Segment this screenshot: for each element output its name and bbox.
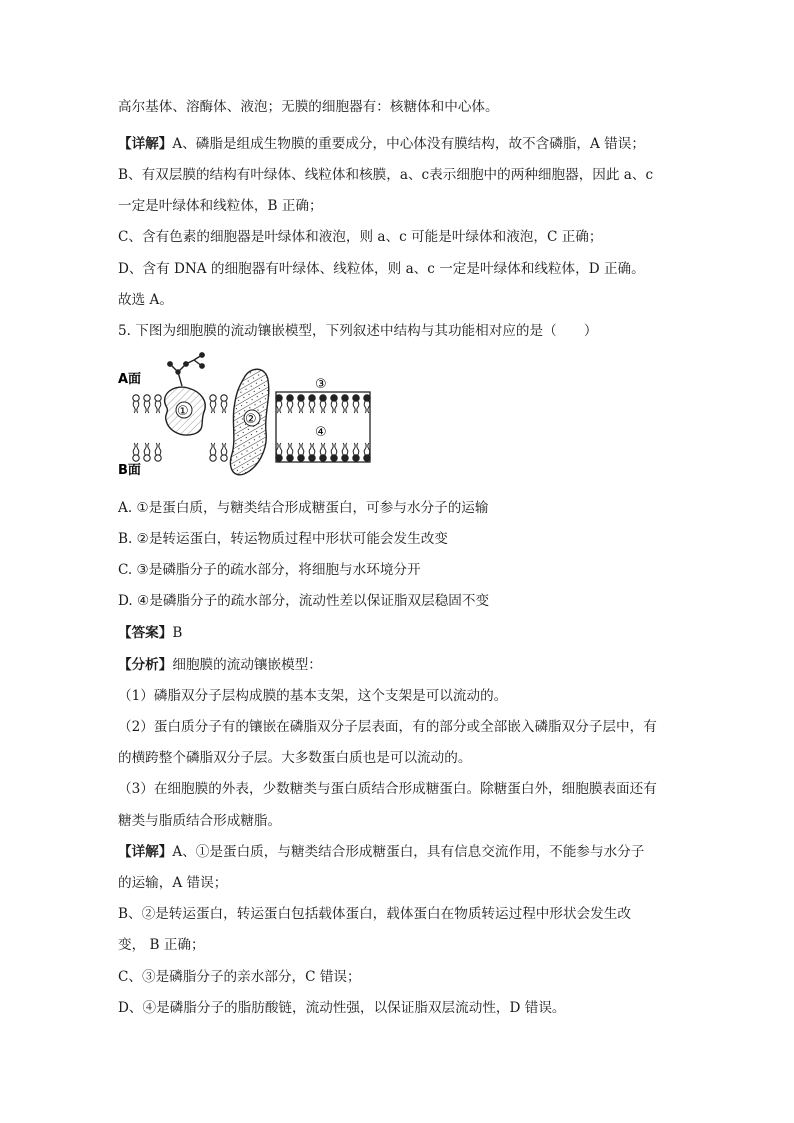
- phospholipid-tail: [214, 443, 216, 455]
- text-line: B、②是转运蛋白，转运蛋白包括载体蛋白，载体蛋白在物质转运过程中形状会发生改: [118, 906, 631, 922]
- phospholipid-tail: [225, 401, 227, 413]
- phospholipid-tail: [313, 443, 315, 455]
- text-line: 故选 A。: [118, 292, 173, 308]
- phospholipid-tail: [364, 443, 366, 455]
- phospholipid-head: [364, 455, 370, 461]
- phospholipid-head: [353, 395, 359, 401]
- phospholipid-tail: [133, 443, 135, 455]
- question-stem: 5. 下图为细胞膜的流动镶嵌模型，下列叙述中结构与其功能相对应的是（ ）: [118, 323, 598, 339]
- phospholipid-tail: [280, 443, 282, 455]
- phospholipid-tail: [331, 401, 333, 413]
- phospholipid-head: [309, 455, 315, 461]
- detail-line: [118, 843, 684, 861]
- phospholipid-head: [353, 455, 359, 461]
- phospholipid-tail: [144, 443, 146, 455]
- sugar-chain-icon: [168, 353, 204, 386]
- text-line: （1）磷脂双分子层构成膜的基本支架，这个支架是可以流动的。: [118, 688, 508, 704]
- phospholipid-head: [144, 455, 150, 461]
- phospholipid-head: [133, 455, 139, 461]
- phospholipid-head: [276, 455, 282, 461]
- label-a-side: A面: [118, 372, 142, 387]
- marker-1: ①: [177, 404, 189, 419]
- marker-4: ④: [315, 425, 327, 440]
- phospholipid-tail: [353, 443, 355, 455]
- phospholipid-tail: [342, 443, 344, 455]
- section-tag: 【详解】: [118, 844, 173, 860]
- text-line: 的运输，A 错误；: [118, 875, 228, 891]
- text-line: [118, 135, 684, 153]
- phospholipid-tail: [148, 401, 150, 413]
- option-a: A. ①是蛋白质，与糖类结合形成糖蛋白，可参与水分子的运输: [118, 500, 489, 516]
- text-line: 高尔基体、溶酶体、液泡；无膜的细胞器有：核糖体和中心体。: [118, 99, 499, 115]
- phospholipid-head: [320, 395, 326, 401]
- option-c: C. ③是磷脂分子的疏水部分，将细胞与水环境分开: [118, 562, 421, 578]
- marker-2: ②: [245, 412, 257, 427]
- phospholipid-head: [364, 395, 370, 401]
- phospholipid-tail: [346, 443, 348, 455]
- text-line: D、含有 DNA 的细胞器有叶绿体、线粒体，则 a、c 一定是叶绿体和线粒体，D 正确。: [118, 261, 645, 277]
- marker-3: ③: [315, 377, 327, 392]
- phospholipid-head: [210, 455, 216, 461]
- phospholipid-head: [133, 395, 139, 401]
- phospholipid-tail: [137, 401, 139, 413]
- phospholipid-tail: [324, 401, 326, 413]
- option-b: B. ②是转运蛋白，转运物质过程中形状可能会发生改变: [118, 531, 448, 547]
- phospholipid-tail: [214, 401, 216, 413]
- phospholipid-tail: [133, 401, 135, 413]
- phospholipid-tail: [302, 443, 304, 455]
- phospholipid-head: [342, 395, 348, 401]
- text-line: C、含有色素的细胞器是叶绿体和液泡，则 a、c 可能是叶绿体和液泡，C 正确；: [118, 229, 603, 245]
- membrane-diagram: [116, 350, 378, 478]
- phospholipid-head: [287, 455, 293, 461]
- phospholipid-tail: [335, 401, 337, 413]
- phospholipid-tail: [155, 401, 157, 413]
- phospholipid-tail: [313, 401, 315, 413]
- text-line: 一定是叶绿体和线粒体，B 正确；: [118, 198, 323, 214]
- answer-line: [118, 624, 684, 642]
- text-line: 糖类与脂质结合形成糖脂。: [118, 813, 282, 829]
- phospholipid-tail: [287, 401, 289, 413]
- phospholipid-tail: [155, 443, 157, 455]
- phospholipid-tail: [309, 443, 311, 455]
- phospholipid-tail: [159, 443, 161, 455]
- phospholipid-tail: [137, 443, 139, 455]
- phospholipid-head: [276, 395, 282, 401]
- phospholipid-tail: [298, 443, 300, 455]
- phospholipid-tail: [364, 401, 366, 413]
- phospholipid-tail: [309, 401, 311, 413]
- phospholipid-tail: [280, 401, 282, 413]
- phospholipid-tail: [210, 401, 212, 413]
- phospholipid-head: [298, 455, 304, 461]
- phospholipid-tail: [291, 443, 293, 455]
- phospholipid-tail: [357, 443, 359, 455]
- phospholipid-tail: [324, 443, 326, 455]
- phospholipid-tail: [298, 401, 300, 413]
- phospholipid-tail: [320, 443, 322, 455]
- phospholipid-head: [155, 395, 161, 401]
- phospholipid-head: [221, 455, 227, 461]
- text-line: C、③是磷脂分子的亲水部分，C 错误；: [118, 969, 361, 985]
- phospholipid-head: [144, 395, 150, 401]
- phospholipid-tail: [302, 401, 304, 413]
- phospholipid-tail: [287, 443, 289, 455]
- phospholipid-head: [210, 395, 216, 401]
- phospholipid-head: [298, 395, 304, 401]
- section-tag: 【答案】: [118, 625, 173, 641]
- section-tag: 【详解】: [118, 136, 173, 152]
- text-line: 的横跨整个磷脂双分子层。大多数蛋白质也是可以流动的。: [118, 750, 472, 766]
- text-line: B、有双层膜的结构有叶绿体、线粒体和核膜，a、c表示细胞中的两种细胞器，因此 a、c: [118, 167, 654, 183]
- membrane-model-figure: [116, 350, 378, 478]
- phospholipid-tail: [320, 401, 322, 413]
- text-span: A、磷脂是组成生物膜的重要成分，中心体没有膜结构，故不含磷脂，A 错误；: [172, 136, 645, 152]
- phospholipid-head: [309, 395, 315, 401]
- option-d: D. ④是磷脂分子的疏水部分，流动性差以保证脂双层稳固不变: [118, 593, 490, 609]
- text-line: （2）蛋白质分子有的镶嵌在磷脂双分子层表面，有的部分或全部嵌入磷脂双分子层中，有: [118, 719, 657, 735]
- phospholipid-tail: [221, 401, 223, 413]
- analysis-line: [118, 656, 684, 674]
- phospholipid-tail: [335, 443, 337, 455]
- text-span: 细胞膜的流动镶嵌模型：: [172, 657, 322, 673]
- text-line: （3）在细胞膜的外表，少数糖类与蛋白质结合形成糖蛋白。除糖蛋白外，细胞膜表面还有: [118, 781, 657, 797]
- text-line: 变， B 正确；: [118, 937, 205, 953]
- answer-value: B: [172, 625, 183, 641]
- phospholipid-tail: [221, 443, 223, 455]
- phospholipid-head: [331, 395, 337, 401]
- phospholipid-tail: [357, 401, 359, 413]
- phospholipid-head: [320, 455, 326, 461]
- phospholipid-tail: [159, 401, 161, 413]
- phospholipid-tail: [144, 401, 146, 413]
- text-line: D、④是磷脂分子的脂肪酸链，流动性强，以保证脂双层流动性，D 错误。: [118, 1000, 566, 1016]
- phospholipid-tail: [342, 401, 344, 413]
- phospholipid-head: [155, 455, 161, 461]
- section-tag: 【分析】: [118, 657, 173, 673]
- label-b-side: B面: [118, 463, 141, 478]
- phospholipid-head: [287, 395, 293, 401]
- phospholipid-tail: [346, 401, 348, 413]
- phospholipid-tail: [210, 443, 212, 455]
- phospholipid-head: [342, 455, 348, 461]
- text-span: A、①是蛋白质，与糖类结合形成糖蛋白，具有信息交流作用，不能参与水分子: [172, 844, 645, 860]
- phospholipid-tail: [353, 401, 355, 413]
- phospholipid-tail: [148, 443, 150, 455]
- phospholipid-head: [221, 395, 227, 401]
- phospholipid-head: [331, 455, 337, 461]
- phospholipid-tail: [331, 443, 333, 455]
- phospholipid-tail: [225, 443, 227, 455]
- phospholipid-tail: [291, 401, 293, 413]
